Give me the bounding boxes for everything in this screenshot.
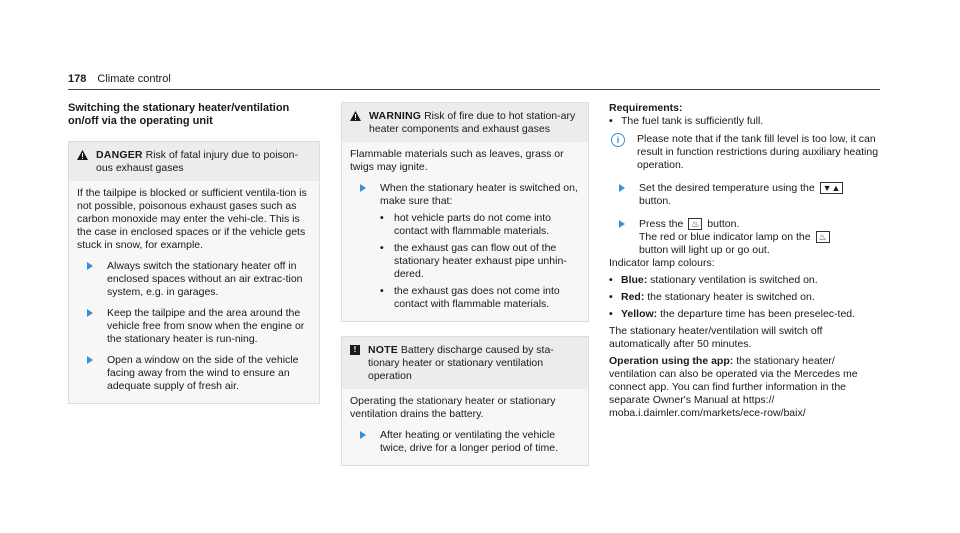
lamp-color: Red: — [621, 291, 645, 303]
warning-text: Flammable materials such as leaves, grass or twigs may ignite. — [350, 148, 564, 173]
danger-box — [68, 141, 320, 404]
notice-header — [342, 337, 588, 389]
list-item: • The fuel tank is sufficiently full. — [609, 115, 764, 127]
notice-headline: Battery discharge caused by sta-tionary heater or stationary ventilation operation — [368, 344, 554, 382]
danger-header — [69, 142, 319, 181]
list-item: • the exhaust gas can flow out of the stationary heater exhaust pipe unhin-dered. — [380, 242, 580, 281]
action-step — [350, 429, 580, 455]
info-icon: i — [611, 133, 625, 147]
step-arrow-icon — [87, 356, 93, 364]
page-number: 178 — [68, 73, 87, 85]
app-label: Operation using the app: — [609, 355, 734, 367]
action-step — [350, 182, 580, 311]
exclamation-icon: ! — [350, 345, 360, 355]
step-text: The red or blue indicator lamp on the — [639, 231, 811, 243]
auto-off-text: The stationary heater/ventilation will switch off automatically after 50 minutes. — [609, 325, 823, 350]
step-arrow-icon — [619, 220, 625, 228]
heater-button-symbol: ♨ — [816, 231, 830, 243]
notice-text: Operating the stationary heater or stationary ventilation drains the battery. — [350, 395, 556, 420]
list-item-text: the exhaust gas does not come into contact with flammable materials. — [394, 285, 560, 310]
lamp-color: Blue: — [621, 274, 648, 286]
notice-body — [342, 389, 588, 465]
warning-box — [341, 102, 589, 322]
section-title: Climate control — [97, 73, 171, 85]
list-item: • the exhaust gas does not come into contact with flammable materials. — [380, 285, 580, 311]
warning-body — [342, 142, 588, 321]
step-arrow-icon — [360, 184, 366, 192]
action-step — [77, 260, 311, 299]
step-arrow-icon — [87, 262, 93, 270]
action-step — [609, 182, 881, 208]
notice-box — [341, 336, 589, 466]
lamp-text: stationary ventilation is switched on. — [650, 274, 818, 286]
step-arrow-icon — [87, 309, 93, 317]
list-item: • Red: the stationary heater is switched on. — [609, 291, 815, 303]
step-text: button. — [639, 195, 672, 207]
temperature-button-symbol: ▼▲ — [820, 182, 844, 194]
step-text: Set the desired temperature using the — [639, 182, 815, 194]
heater-button-symbol: ♨ — [688, 218, 702, 230]
danger-body — [69, 181, 319, 403]
action-step — [77, 354, 311, 393]
step-text: Keep the tailpipe and the area around the vehicle free from snow when the engine or the stationary heater is run-ning. — [107, 307, 305, 345]
step-text: Always switch the stationary heater off in enclosed spaces without an air extrac-tion system, e.g. in garages. — [107, 260, 303, 298]
step-text: Press the — [639, 218, 684, 230]
requirement-text: The fuel tank is sufficiently full. — [621, 115, 764, 127]
list-item: • hot vehicle parts do not come into contact with flammable materials. — [380, 212, 580, 238]
lamp-intro: Indicator lamp colours: — [609, 257, 715, 269]
lamp-text: the departure time has been preselec-ted. — [660, 308, 856, 320]
warning-triangle-icon — [350, 111, 361, 121]
bullet-list — [380, 212, 580, 311]
column-1 — [68, 102, 320, 404]
lamp-text: the stationary heater is switched on. — [647, 291, 815, 303]
page-header — [68, 73, 171, 86]
action-step — [77, 307, 311, 346]
list-item: • Yellow: the departure time has been preselec-ted. — [609, 308, 856, 320]
list-item-text: hot vehicle parts do not come into contact with flammable materials. — [394, 212, 552, 237]
action-step — [609, 218, 881, 257]
app-paragraph — [609, 355, 881, 420]
list-item: • Blue: stationary ventilation is switched on. — [609, 274, 818, 286]
step-text: button. — [707, 218, 740, 230]
section-heading: Switching the stationary heater/ventilation on/off via the operating unit — [68, 102, 290, 127]
warning-triangle-icon — [77, 150, 88, 160]
column-3 — [609, 102, 881, 420]
list-item-text: the exhaust gas can flow out of the stationary heater exhaust pipe unhin-dered. — [394, 242, 567, 280]
column-2 — [341, 102, 589, 466]
danger-headline: Risk of fatal injury due to poison-ous exhaust gases — [96, 149, 298, 174]
danger-text: If the tailpipe is blocked or sufficient ventila-tion is not possible, poisonous exhaust gases such as carbon monoxide may enter the vehi-cle. This is the case in enclosed spaces or if the vehicle gets stuck in snow, for example. — [77, 187, 307, 251]
warning-headline: Risk of fire due to hot station-ary heater components and exhaust gases — [369, 110, 576, 135]
step-arrow-icon — [619, 184, 625, 192]
requirements-list — [609, 115, 881, 128]
requirements-label: Requirements: — [609, 102, 683, 114]
warning-header — [342, 103, 588, 142]
step-text: button will light up or go out. — [639, 244, 770, 256]
step-text: When the stationary heater is switched on, make sure that: — [380, 182, 578, 207]
step-text: Open a window on the side of the vehicle facing away from the wind to ensure an adequate supply of fresh air. — [107, 354, 299, 392]
lamp-list — [609, 274, 881, 321]
header-rule — [68, 89, 880, 90]
step-text: After heating or ventilating the vehicle twice, drive for a longer period of time. — [380, 429, 558, 454]
app-text: the stationary heater/ ventilation can also be operated via the Mercedes me connect app. You can find further information in the separate Owner's Manual at https:// moba.i.daimler.com/markets/ece-row/baix/ — [609, 355, 858, 419]
notice-label: NOTE — [368, 344, 398, 356]
warning-label: WARNING — [369, 110, 422, 122]
danger-label: DANGER — [96, 149, 143, 161]
lamp-color: Yellow: — [621, 308, 658, 320]
step-arrow-icon — [360, 431, 366, 439]
info-note — [609, 133, 881, 172]
info-text: Please note that if the tank fill level is too low, it can result in function restrictions during auxiliary heating operation. — [637, 133, 879, 171]
